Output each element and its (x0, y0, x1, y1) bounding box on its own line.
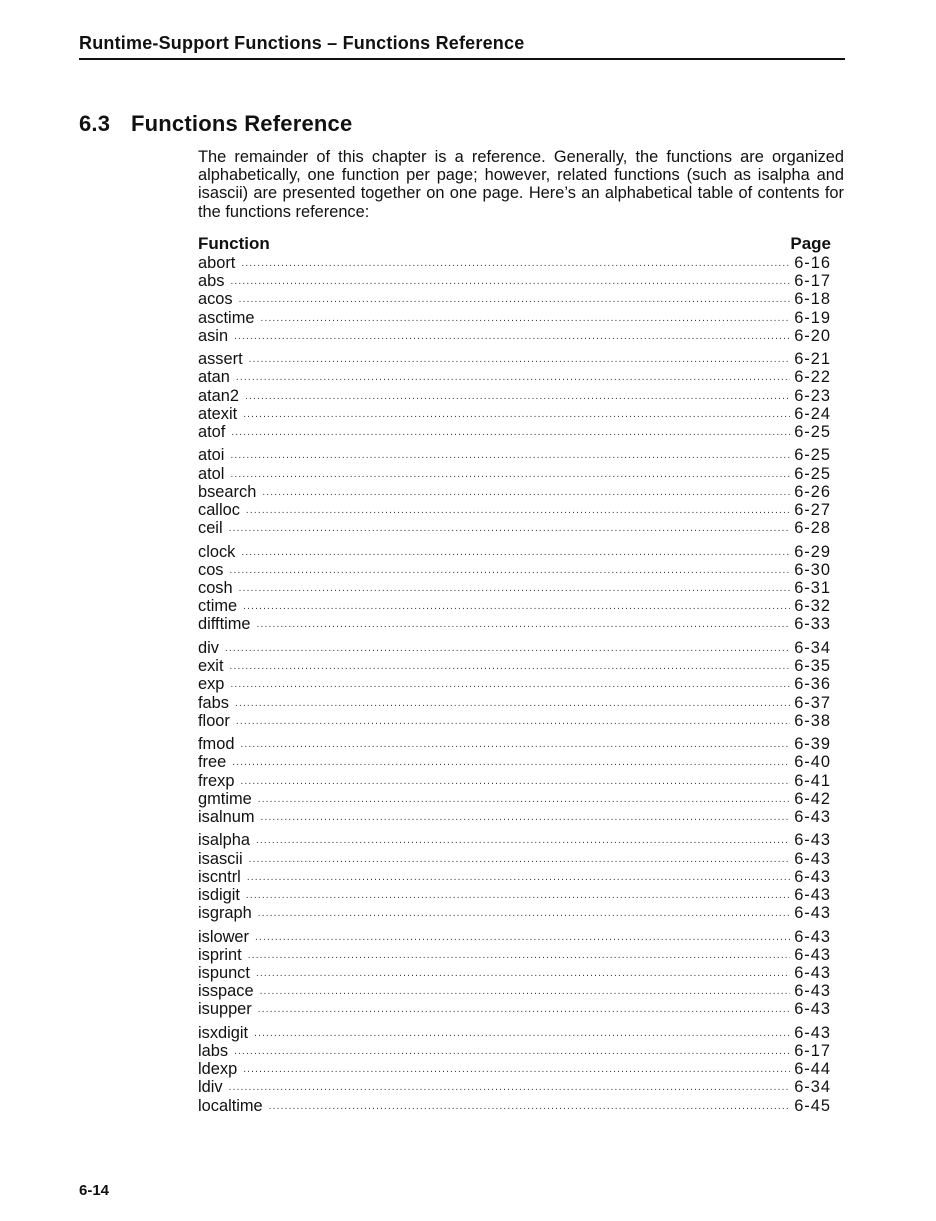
toc-entry (198, 886, 831, 904)
toc-entry (198, 483, 831, 501)
toc-dot-leader (254, 1025, 790, 1043)
toc-group (198, 446, 831, 537)
toc-entry-page: 6-43 (794, 807, 831, 826)
toc-entry-name: isgraph (198, 904, 252, 923)
toc-dot-leader (255, 929, 790, 947)
toc-entry (198, 543, 831, 561)
toc-entry (198, 904, 831, 922)
running-header: Runtime-Support Functions – Functions Reference (79, 33, 845, 60)
toc-entry (198, 327, 831, 345)
toc-entry (198, 831, 831, 849)
toc-entry-page: 6-41 (794, 771, 831, 790)
toc-entry-name: isalnum (198, 807, 255, 826)
toc-entry-page: 6-25 (794, 422, 831, 441)
toc-entry-name: fmod (198, 735, 235, 754)
toc-group (198, 639, 831, 730)
toc-entry-page: 6-17 (794, 272, 831, 291)
toc-dot-leader (256, 832, 790, 850)
toc-dot-leader (243, 1061, 790, 1079)
toc-entry (198, 850, 831, 868)
toc-entry-name: atol (198, 464, 225, 483)
section-title-text: Functions Reference (131, 111, 353, 136)
toc-dot-leader (231, 424, 790, 442)
toc-entry-page: 6-37 (794, 693, 831, 712)
toc-dot-leader (230, 466, 790, 484)
toc-dot-leader (243, 406, 790, 424)
toc-entry-page: 6-34 (794, 638, 831, 657)
toc-entry-page: 6-43 (794, 964, 831, 983)
toc-entry (198, 753, 831, 771)
toc-entry (198, 1097, 831, 1115)
toc-entry-page: 6-31 (794, 579, 831, 598)
toc-entry-name: div (198, 638, 219, 657)
toc-entry-name: localtime (198, 1096, 263, 1115)
toc-dot-leader (230, 447, 790, 465)
toc-entry-name: ceil (198, 519, 223, 538)
toc-entry (198, 928, 831, 946)
toc-entry (198, 1060, 831, 1078)
toc-entry-page: 6-43 (794, 1000, 831, 1019)
toc-dot-leader (234, 328, 790, 346)
toc-entry (198, 694, 831, 712)
toc-dot-leader (230, 676, 790, 694)
toc-dot-leader (234, 1043, 790, 1061)
toc-entry-page: 6-29 (794, 542, 831, 561)
toc-entry-page: 6-43 (794, 831, 831, 850)
toc-entry-page: 6-17 (794, 1042, 831, 1061)
toc-entry-name: ldexp (198, 1060, 238, 1079)
toc-entry-name: isprint (198, 945, 242, 964)
toc-group (198, 254, 831, 345)
toc-dot-leader (256, 965, 790, 983)
toc-entry-page: 6-21 (794, 350, 831, 369)
toc-dot-leader (258, 905, 790, 923)
toc-dot-leader (245, 388, 790, 406)
toc-dot-leader (230, 562, 791, 580)
toc-entry-page: 6-18 (794, 290, 831, 309)
toc-entry-page: 6-26 (794, 482, 831, 501)
toc-entry-name: asin (198, 326, 229, 345)
toc-dot-leader (243, 598, 790, 616)
toc-entry-page: 6-43 (794, 904, 831, 923)
toc-entry-name: isalpha (198, 831, 250, 850)
toc-entry-page: 6-23 (794, 386, 831, 405)
toc-dot-leader (240, 773, 790, 791)
toc-entry-name: atof (198, 422, 226, 441)
toc-entry-page: 6-35 (794, 657, 831, 676)
toc-entry-page: 6-45 (794, 1096, 831, 1115)
toc-entry-name: calloc (198, 501, 240, 520)
toc-dot-leader (239, 291, 791, 309)
toc-entry (198, 946, 831, 964)
toc-entry-page: 6-27 (794, 501, 831, 520)
toc-entry-name: assert (198, 350, 243, 369)
toc-entry-page: 6-36 (794, 675, 831, 694)
toc-entry-page: 6-30 (794, 560, 831, 579)
toc-entry (198, 772, 831, 790)
section-number: 6.3 (79, 111, 111, 136)
toc-entry-page: 6-43 (794, 849, 831, 868)
toc-entry-name: isupper (198, 1000, 252, 1019)
toc-entry-name: exp (198, 675, 225, 694)
toc-entry-page: 6-25 (794, 446, 831, 465)
toc-entry (198, 272, 831, 290)
toc-dot-leader (239, 580, 791, 598)
toc-dot-leader (247, 869, 790, 887)
toc-entry (198, 290, 831, 308)
toc-entry (198, 579, 831, 597)
toc-entry (198, 501, 831, 519)
toc-entry (198, 639, 831, 657)
toc-entry-name: fabs (198, 693, 229, 712)
toc-dot-leader (230, 273, 790, 291)
toc-entry (198, 657, 831, 675)
toc-entry (198, 1078, 831, 1096)
toc-entry-name: cosh (198, 579, 233, 598)
toc-entry (198, 808, 831, 826)
toc-header (198, 234, 831, 254)
toc-entry (198, 615, 831, 633)
toc-entry-name: free (198, 753, 227, 772)
toc-entry (198, 387, 831, 405)
toc-entry (198, 368, 831, 386)
toc-entry-name: atan (198, 368, 230, 387)
toc-entry-page: 6-44 (794, 1060, 831, 1079)
toc-group (198, 928, 831, 1019)
toc-entry-name: exit (198, 657, 224, 676)
toc-group (198, 350, 831, 441)
toc-entry-name: abs (198, 272, 225, 291)
toc-entry-name: clock (198, 542, 236, 561)
toc-entry (198, 254, 831, 272)
toc-entry-name: floor (198, 711, 230, 730)
toc-dot-leader (229, 520, 791, 538)
toc-entry (198, 964, 831, 982)
toc-dot-leader (232, 754, 790, 772)
toc-entry-page: 6-33 (794, 615, 831, 634)
toc-entry (198, 465, 831, 483)
toc-entry-name: difftime (198, 615, 251, 634)
toc-entry (198, 446, 831, 464)
table-of-contents (198, 254, 831, 1120)
toc-entry (198, 405, 831, 423)
toc-entry-name: ispunct (198, 964, 250, 983)
toc-entry-page: 6-20 (794, 326, 831, 345)
toc-entry-page: 6-43 (794, 1023, 831, 1042)
toc-dot-leader (241, 544, 790, 562)
toc-entry-page: 6-43 (794, 982, 831, 1001)
toc-group (198, 1024, 831, 1115)
toc-entry-name: acos (198, 290, 233, 309)
toc-entry-page: 6-43 (794, 867, 831, 886)
toc-dot-leader (236, 369, 790, 387)
toc-dot-leader (260, 809, 790, 827)
toc-dot-leader (229, 1079, 791, 1097)
toc-dot-leader (235, 695, 790, 713)
toc-entry-name: labs (198, 1042, 229, 1061)
toc-entry (198, 735, 831, 753)
toc-dot-leader (269, 1098, 791, 1116)
toc-entry-name: cos (198, 560, 224, 579)
toc-dot-leader (258, 791, 790, 809)
toc-entry-name: islower (198, 927, 250, 946)
toc-entry (198, 712, 831, 730)
section-title (79, 111, 352, 137)
toc-entry-page: 6-43 (794, 945, 831, 964)
toc-entry-name: ctime (198, 597, 238, 616)
toc-entry (198, 309, 831, 327)
toc-entry-page: 6-32 (794, 597, 831, 616)
toc-column-function: Function (198, 234, 270, 253)
toc-entry-name: isascii (198, 849, 243, 868)
toc-entry-name: isxdigit (198, 1023, 249, 1042)
toc-entry-name: asctime (198, 308, 255, 327)
toc-entry-page: 6-24 (794, 404, 831, 423)
toc-dot-leader (230, 658, 791, 676)
toc-entry-page: 6-42 (794, 789, 831, 808)
toc-dot-leader (240, 736, 790, 754)
toc-group (198, 735, 831, 826)
toc-entry-page: 6-38 (794, 711, 831, 730)
toc-dot-leader (257, 616, 791, 634)
toc-entry (198, 790, 831, 808)
toc-entry (198, 982, 831, 1000)
toc-entry-name: bsearch (198, 482, 257, 501)
toc-dot-leader (249, 851, 791, 869)
toc-entry-name: atan2 (198, 386, 240, 405)
intro-paragraph: The remainder of this chapter is a reference. Generally, the functions are organized alphabetically, one function per page; however, related functions (such as isalpha and isascii) are presented together on one page. Here’s an alphabetical table of contents for the functions reference: (198, 148, 844, 221)
page-number: 6-14 (79, 1182, 110, 1199)
toc-entry-page: 6-16 (794, 254, 831, 272)
toc-entry (198, 519, 831, 537)
toc-dot-leader (246, 502, 790, 520)
toc-dot-leader (258, 1001, 790, 1019)
toc-group (198, 831, 831, 922)
toc-entry-page: 6-22 (794, 368, 831, 387)
toc-entry-name: frexp (198, 771, 235, 790)
toc-entry-name: iscntrl (198, 867, 241, 886)
toc-entry-name: atoi (198, 446, 225, 465)
toc-entry (198, 1042, 831, 1060)
toc-entry-page: 6-28 (794, 519, 831, 538)
toc-entry-name: atexit (198, 404, 238, 423)
toc-dot-leader (236, 713, 790, 731)
toc-entry (198, 423, 831, 441)
toc-entry (198, 350, 831, 368)
toc-column-page: Page (790, 234, 831, 253)
toc-entry-name: ldiv (198, 1078, 223, 1097)
toc-entry (198, 1000, 831, 1018)
toc-group (198, 543, 831, 634)
toc-entry-page: 6-40 (794, 753, 831, 772)
toc-entry-page: 6-25 (794, 464, 831, 483)
toc-entry-page: 6-43 (794, 885, 831, 904)
toc-dot-leader (260, 310, 790, 328)
toc-entry-name: isspace (198, 982, 254, 1001)
toc-entry (198, 597, 831, 615)
toc-dot-leader (249, 351, 791, 369)
toc-dot-leader (262, 484, 790, 502)
toc-entry (198, 675, 831, 693)
toc-entry (198, 561, 831, 579)
toc-entry (198, 1024, 831, 1042)
toc-entry-name: abort (198, 254, 236, 272)
toc-entry (198, 868, 831, 886)
toc-entry-page: 6-39 (794, 735, 831, 754)
toc-dot-leader (248, 947, 790, 965)
toc-dot-leader (225, 640, 790, 658)
toc-dot-leader (246, 887, 790, 905)
toc-entry-page: 6-43 (794, 927, 831, 946)
toc-dot-leader (241, 255, 790, 273)
toc-entry-name: gmtime (198, 789, 252, 808)
toc-entry-page: 6-19 (794, 308, 831, 327)
toc-dot-leader (260, 983, 791, 1001)
toc-entry-page: 6-34 (794, 1078, 831, 1097)
toc-entry-name: isdigit (198, 885, 240, 904)
